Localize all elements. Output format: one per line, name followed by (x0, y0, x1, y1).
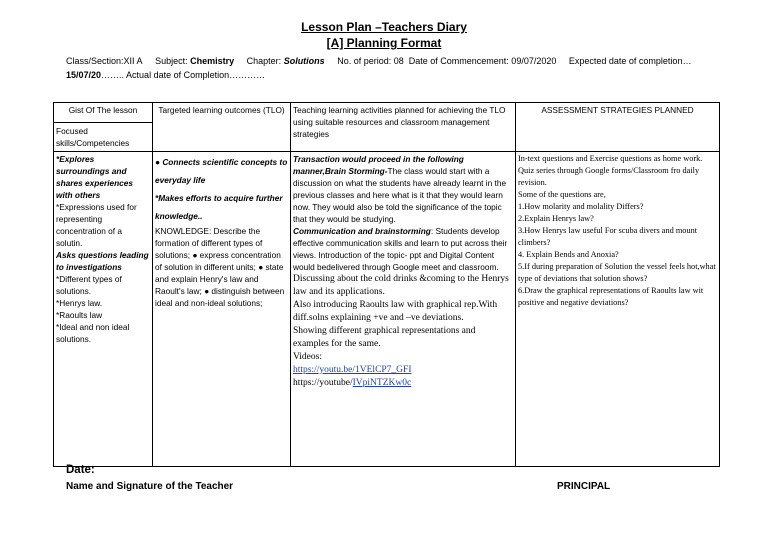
commencement-date: Date of Commencement: 09/07/2020 (408, 56, 557, 66)
video-link-2[interactable]: IVpiNTZKw0c (352, 378, 412, 388)
table-header-row (54, 103, 720, 152)
chapter-label: Chapter: (246, 56, 282, 66)
planning-table (53, 102, 720, 467)
assessment-item-2: Quiz series through Google forms/Classroom fro daily revision. (518, 166, 700, 187)
focused-skills-header: Focused skills/Competencies (54, 122, 152, 151)
actual-completion: …….. Actual date of Completion………… (101, 70, 266, 80)
activity-communication-head: Communication and brainstorming (293, 226, 431, 236)
activities-cell (291, 152, 516, 467)
activity-brainstorm-head: Transaction would proceed in the following manner,Brain Storming- (293, 154, 464, 176)
class-value: XII A (123, 56, 143, 66)
gist-cell (54, 152, 153, 467)
meta-line (66, 54, 746, 82)
activity-graphs: Showing different graphical representations and examples for the same. (293, 326, 476, 349)
tlo-outcome-1: ● Connects scientific concepts to everyday life (155, 157, 288, 185)
date-label: Date: (66, 464, 95, 476)
assessment-item-1: In-text questions and Exercise questions as home work. (518, 154, 703, 163)
activity-henrys-law: Discussing about the cold drinks &coming to the Henrys law and its applications. (293, 274, 509, 297)
gist-skill-1: *Explores surroundings and shares experiences with others (56, 154, 134, 200)
gist-header: Gist Of The lesson (68, 105, 138, 115)
table-body-row (54, 152, 720, 467)
assessment-header: ASSESSMENT STRATEGIES PLANNED (516, 103, 720, 152)
expected-date: 15/07/20 (66, 70, 102, 80)
teacher-signature-label: Name and Signature of the Teacher (66, 481, 234, 492)
period-count: No. of period: 08 (337, 56, 404, 66)
chapter-value: Solutions (283, 56, 325, 66)
gist-skill-3: Asks questions leading to investigations (56, 250, 149, 272)
video-link-2-row (293, 377, 513, 390)
assessment-item-4: 1.How molarity and molality Differs? (518, 202, 644, 211)
activity-communication-body: : Students develop effective communication skills and learn to put across their views. Introduction of the topic- ppt and Digital Content would bedelivered through Google meet and classroom. (293, 226, 508, 272)
gist-header-cell (54, 103, 153, 152)
assessment-item-9: 6.Draw the graphical representations of Raoults law wit positive and negative deviations? (518, 286, 704, 307)
tlo-outcome-2: *Makes efforts to acquire further knowledge.. (155, 193, 283, 221)
assessment-cell (516, 152, 720, 467)
activity-communication (293, 225, 513, 273)
activities-header: Teaching learning activities planned for achieving the TLO using suitable resources and classroom management strategies (291, 103, 516, 152)
tlo-cell (153, 152, 291, 467)
activity-raoults-law: Also introducing Raoults law with graphical rep.With diff.solns explaining +ve and –ve deviations. (293, 300, 498, 323)
document-subtitle: [A] Planning Format (326, 36, 442, 50)
subject-value: Chemistry (190, 56, 235, 66)
gist-skill-4: *Different types of solutions. (56, 274, 122, 296)
activity-brainstorm (293, 153, 513, 225)
activity-brainstorm-body: The class would start with a discussion on what the students have already learnt in the previous classes and here what is it that they would learn now. They would also be told the significance of the topic that they would be studying. (293, 166, 507, 224)
video-link-2-prefix: https://youtube/ (293, 378, 353, 388)
assessment-item-7: 4. Explain Bends and Anoxia? (518, 250, 619, 259)
subject-label: Subject: (155, 56, 188, 66)
assessment-item-5: 2.Explain Henrys law? (518, 214, 594, 223)
tlo-header: Targeted learning outcomes (TLO) (153, 103, 291, 152)
class-label: Class/Section: (66, 56, 124, 66)
document-title: Lesson Plan –Teachers Diary (301, 20, 467, 34)
video-link-1[interactable]: https://youtu.be/1VElCP7_GFI (293, 365, 412, 375)
assessment-item-8: 5.If during preparation of Solution the vessel feels hot,what type of deviations that solution shows? (518, 262, 716, 283)
videos-label: Videos: (293, 352, 322, 362)
gist-skill-2: *Expressions used for representing concentration of a solutin. (56, 202, 137, 248)
gist-skill-6: *Raoults law (56, 310, 103, 320)
assessment-item-6: 3.How Henrys law useful For scuba divers and mount climbers? (518, 226, 698, 247)
gist-skill-5: *Henrys law. (56, 298, 103, 308)
tlo-knowledge: KNOWLEDGE: Describe the formation of different types of solutions; ● express concentration of solution in different units; ● state and explain Henry's law and Raoult's law; ● distinguish between ideal and non-ideal solutions; (155, 226, 285, 308)
expected-label: Expected date of completion… (568, 56, 692, 66)
assessment-item-3: Some of the questions are, (518, 190, 606, 199)
gist-skill-7: *Ideal and non ideal solutions. (56, 322, 130, 344)
principal-label: PRINCIPAL (557, 481, 611, 492)
video-link-1-row (293, 364, 513, 377)
